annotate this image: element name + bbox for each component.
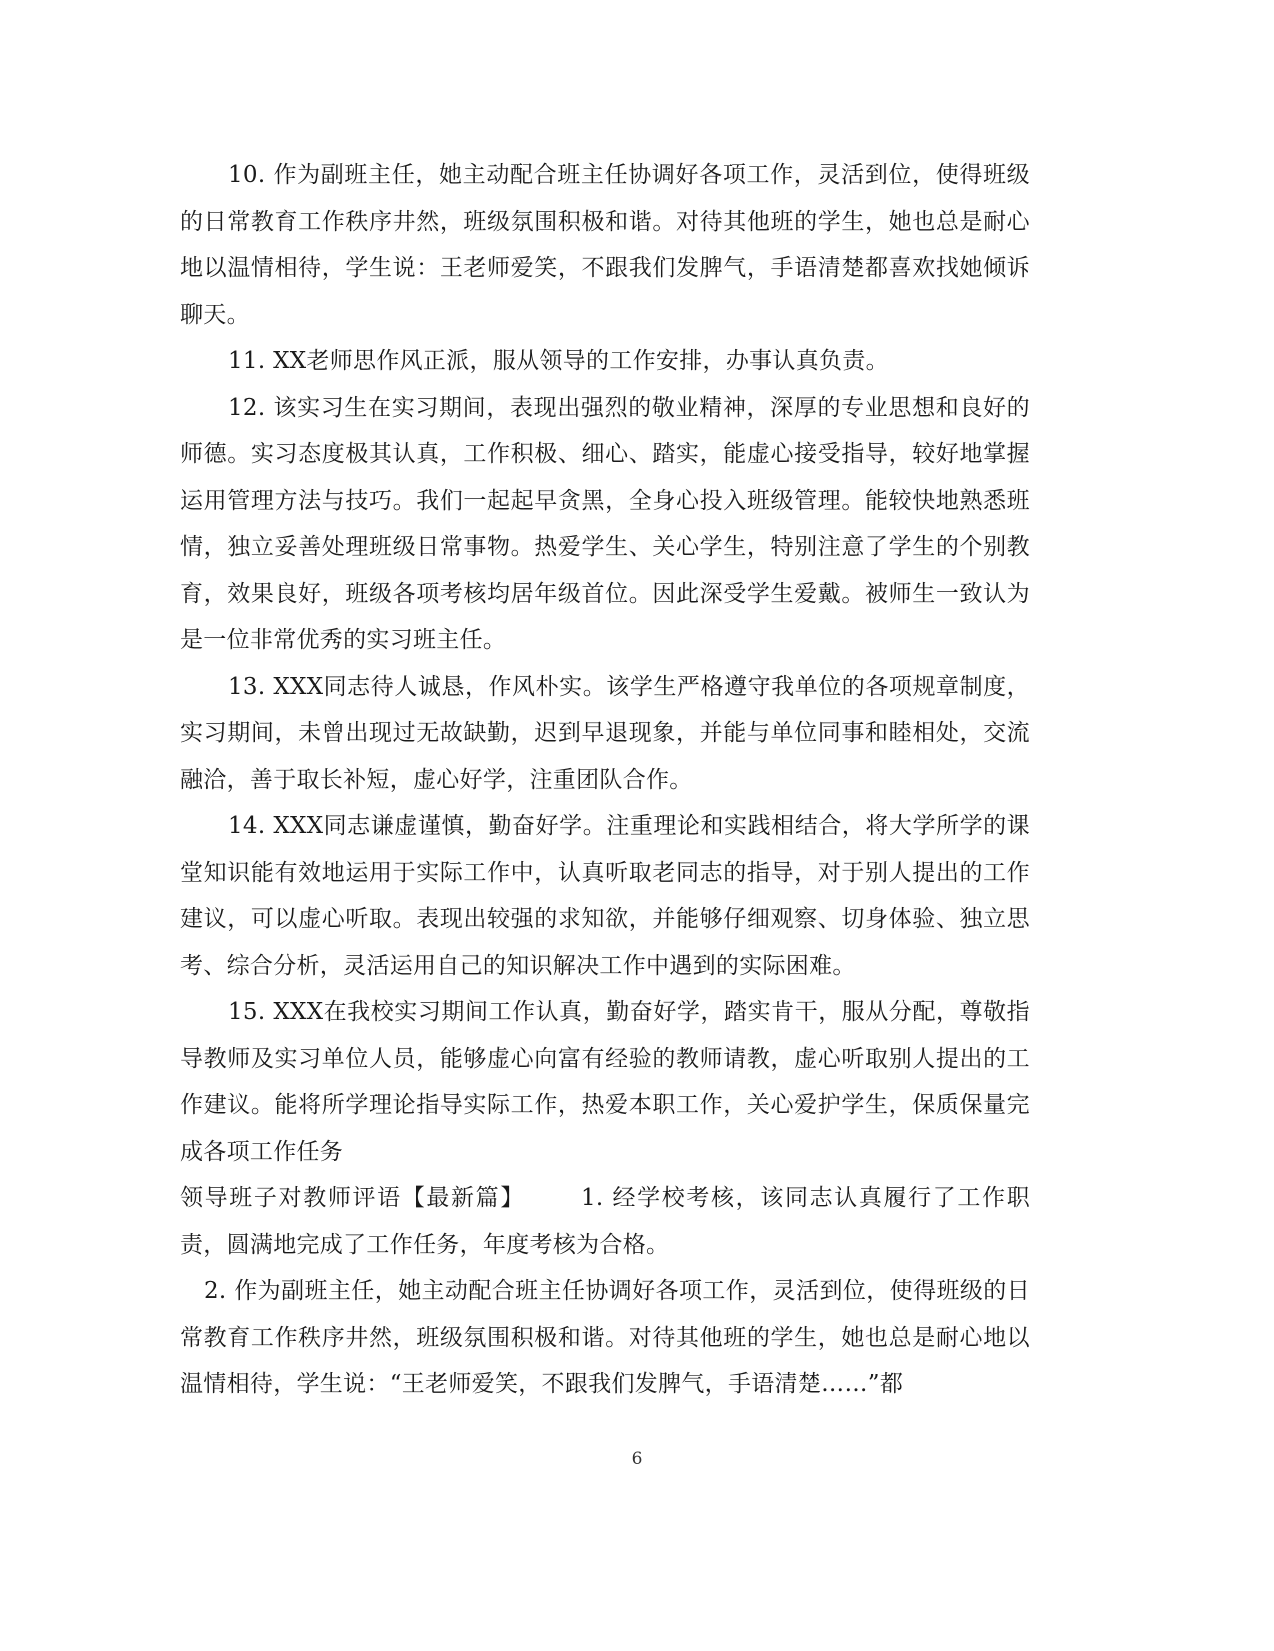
page-number: 6 — [631, 1449, 643, 1469]
paragraph-item-12: 12. 该实习生在实习期间，表现出强烈的敬业精神，深厚的专业思想和良好的师德。实习态度极其认真，工作积极、细心、踏实，能虚心接受指导，较好地掌握运用管理方法与技巧。我们一起起早贪黑，全身心投入班级管理。能较快地熟悉班情，独立妥善处理班级日常事物。热爱学生、关心学生，特别注意了学生的个别教育，效果良好，班级各项考核均居年级首位。因此深受学生爱戴。被师生一致认为是一位非常优秀的实习班主任。 — [180, 394, 1030, 653]
paragraph-item-15: 15. XXX在我校实习期间工作认真，勤奋好学，踏实肯干，服从分配，尊敬指导教师及实习单位人员，能够虚心向富有经验的教师请教，虚心听取别人提出的工作建议。能将所学理论指导实际工作，热爱本职工作，关心爱护学生，保质保量完成各项工作任务 — [180, 999, 1030, 1165]
paragraph-item-14: 14. XXX同志谦虚谨慎，勤奋好学。注重理论和实践相结合，将大学所学的课堂知识能有效地运用于实际工作中，认真听取老同志的指导，对于别人提出的工作建议，可以虚心听取。表现出较强的求知欲，并能够仔细观察、切身体验、独立思考、综合分析，灵活运用自己的知识解决工作中遇到的实际困难。 — [180, 813, 1030, 979]
section-item-2: 2. 作为副班主任，她主动配合班主任协调好各项工作，灵活到位，使得班级的日常教育工作秩序井然，班级氛围积极和谐。对待其他班的学生，她也总是耐心地以温情相待，学生说：“王老师爱笑，不跟我们发脾气，手语清楚……”都 — [180, 1278, 1030, 1397]
paragraph-item-10: 10. 作为副班主任，她主动配合班主任协调好各项工作，灵活到位，使得班级的日常教育工作秩序井然，班级氛围积极和谐。对待其他班的学生，她也总是耐心地以温情相待，学生说：王老师爱笑，不跟我们发脾气，手语清楚都喜欢找她倾诉聊天。 — [180, 162, 1030, 328]
paragraph-item-13: 13. XXX同志待人诚恳，作风朴实。该学生严格遵守我单位的各项规章制度，实习期间，未曾出现过无故缺勤，迟到早退现象，并能与单位同事和睦相处，交流融洽，善于取长补短，虚心好学，注重团队合作。 — [180, 673, 1030, 793]
paragraph-item-11: 11. XX老师思作风正派，服从领导的工作安排，办事认真负责。 — [228, 348, 889, 374]
section-title: 领导班子对教师评语【最新篇】 — [180, 1185, 525, 1211]
section-item-1: 1. 经学校考核，该同志认真履行了工作职责，圆满地完成了工作任务，年度考核为合格。 — [180, 1185, 1030, 1258]
page-content — [180, 152, 1030, 1408]
section-heading-line — [180, 1175, 1030, 1268]
